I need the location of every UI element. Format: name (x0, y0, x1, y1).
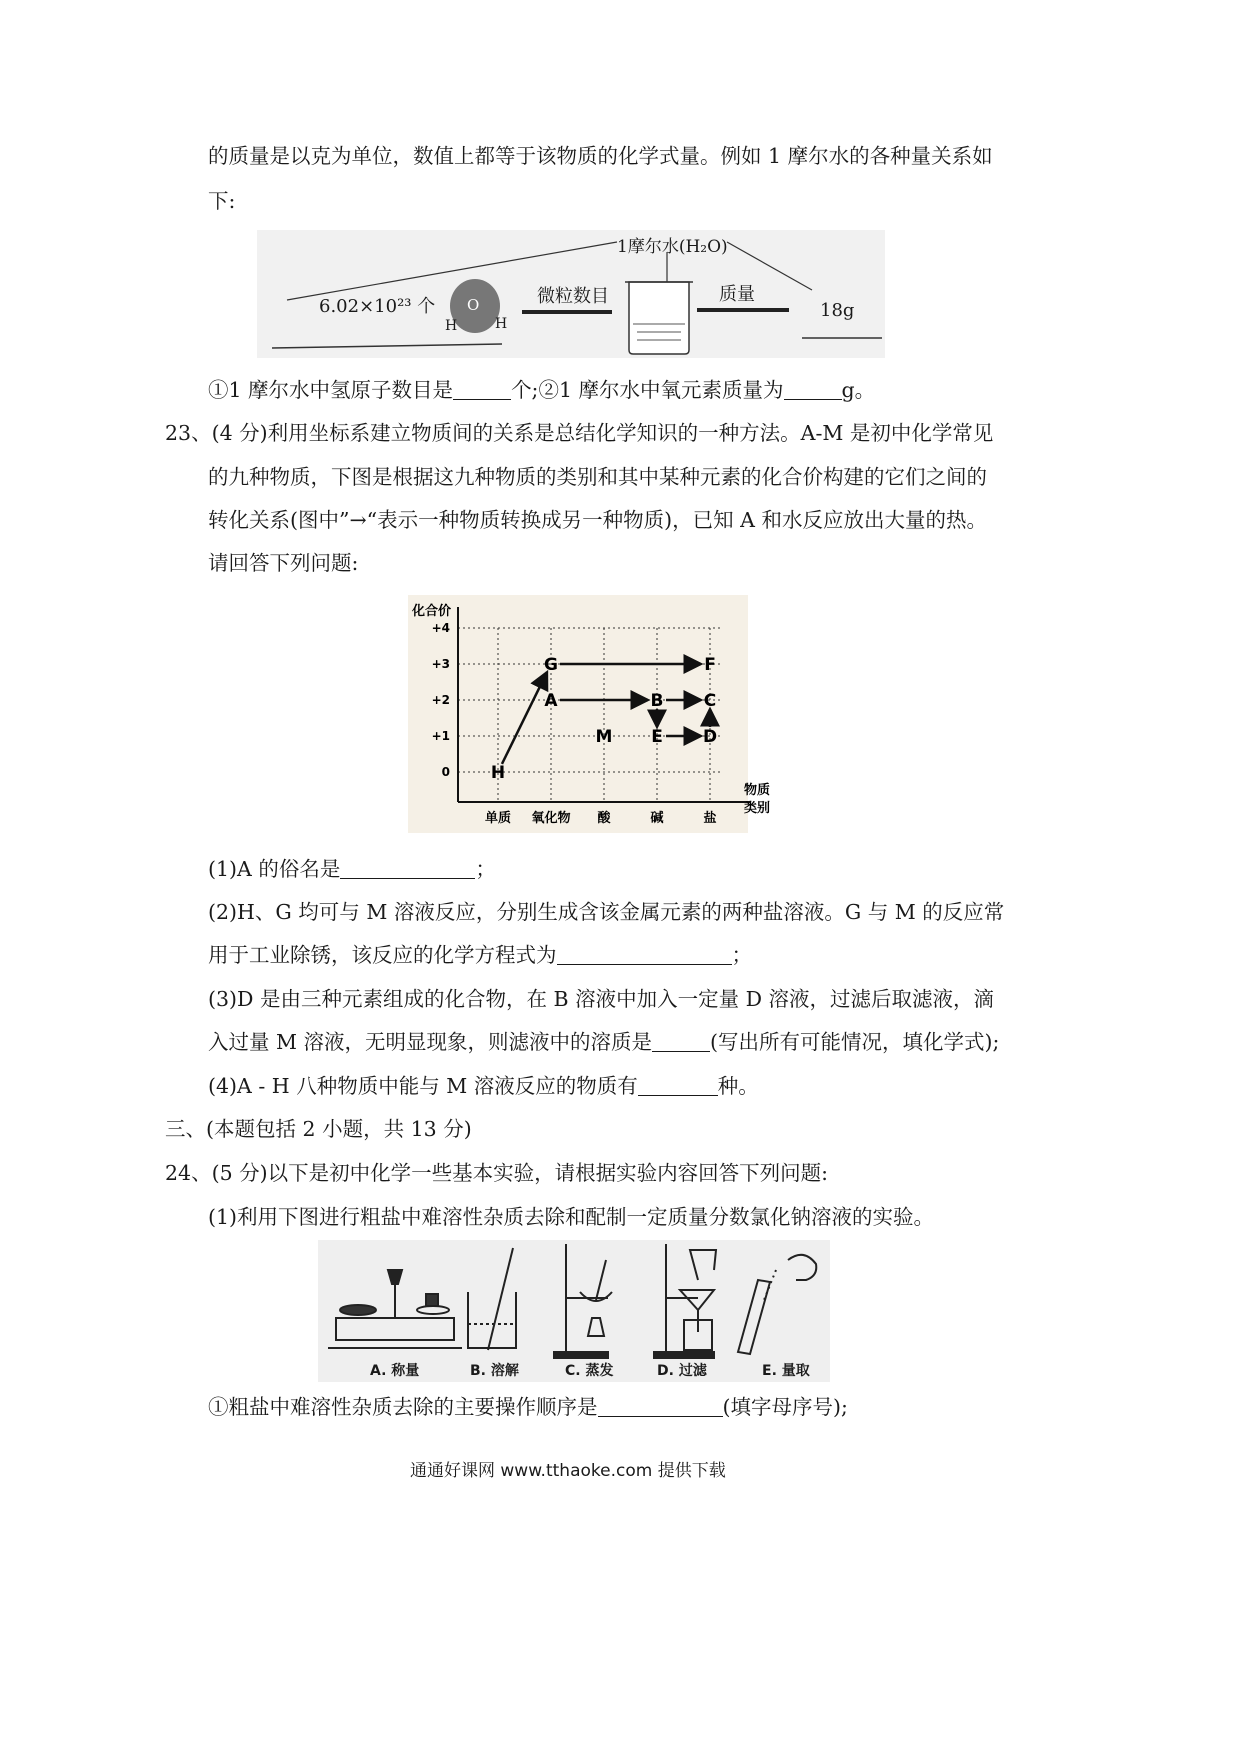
point-label-m: M (595, 727, 613, 747)
point-label-e: E (651, 727, 663, 747)
q23-q2b (208, 941, 752, 969)
answer-blank[interactable] (557, 944, 732, 965)
balance-icon (328, 1270, 462, 1348)
q22-part3: g。 (841, 378, 876, 402)
transform-arrow (502, 672, 547, 764)
q24-q1-text: ①粗盐中难溶性杂质去除的主要操作顺序是 (208, 1395, 598, 1419)
section-3-heading: 三、(本题包括 2 小题，共 13 分) (165, 1117, 472, 1141)
answer-blank[interactable] (784, 379, 842, 400)
q23-q3b-text: 入过量 M 溶液，无明显现象，则滤液中的溶质是 (208, 1030, 653, 1054)
q23-q2b-text: 用于工业除锈，该反应的化学方程式为 (208, 943, 557, 967)
point-label-b: B (650, 691, 664, 711)
beaker-icon (629, 282, 689, 354)
q22-part2: 个;②1 摩尔水中氧元素质量为 (511, 378, 784, 402)
q23-q2b-end: ； (731, 943, 752, 967)
q24-q1 (208, 1393, 848, 1421)
answer-blank[interactable] (652, 1031, 710, 1052)
q23-q3a: (3)D 是由三种元素组成的化合物，在 B 溶液中加入一定量 D 溶液，过滤后取滤液，滴 (208, 987, 995, 1011)
q23-q4-text: (4)A - H 八种物质中能与 M 溶液反应的物质有 (208, 1074, 638, 1098)
q22-part1: ①1 摩尔水中氢原子数目是 (208, 378, 454, 402)
point-label-a: A (544, 691, 558, 711)
mole-water-figure (257, 230, 885, 358)
particle-number-label: 微粒数目 (537, 286, 609, 307)
y-tick-label: +1 (431, 729, 450, 743)
q24-q1-end: (填字母序号); (722, 1395, 848, 1419)
atom-h-right: H (495, 316, 508, 332)
x-tick-label: 酸 (597, 811, 611, 826)
measuring-cylinder-icon (738, 1255, 816, 1354)
mass-label: 质量 (719, 284, 755, 305)
answer-blank[interactable] (340, 858, 475, 879)
q23-q2a: (2)H、G 均可与 M 溶液反应，分别生成含该金属元素的两种盐溶液。G 与 M 的反应常 (208, 900, 1005, 924)
atom-o-label: O (467, 296, 480, 314)
particle-count: 6.02×10²³ 个 (319, 296, 436, 317)
q23-q1-end: ； (475, 857, 496, 881)
mole-title: 1摩尔水(H₂O) (617, 237, 728, 257)
q23-q3b (208, 1028, 999, 1056)
q23-q4 (208, 1072, 759, 1100)
x-axis-label: 类别 (744, 801, 771, 816)
q23-line-2: 的九种物质，下图是根据这九种物质的类别和其中某种元素的化合价构建的它们之间的 (208, 465, 987, 489)
q23-q1-text: (1)A 的俗名是 (208, 857, 341, 881)
valence-chart-svg (408, 595, 771, 833)
evaporation-icon (554, 1244, 612, 1358)
caption-d: D. 过滤 (657, 1363, 707, 1379)
filtration-icon (654, 1244, 716, 1358)
q23-q1 (208, 855, 496, 883)
q23-line-4: 请回答下列问题: (208, 551, 359, 575)
answer-blank[interactable] (598, 1396, 723, 1417)
y-axis-label: 化合价 (412, 604, 452, 619)
y-tick-label: +4 (431, 621, 450, 635)
caption-e: E. 量取 (762, 1363, 810, 1379)
answer-blank[interactable] (638, 1075, 718, 1096)
q22-subquestion (208, 376, 875, 404)
point-label-h: H (490, 763, 506, 783)
point-label-d: D (702, 727, 718, 747)
x-tick-label: 单质 (484, 811, 512, 826)
q23-q4-end: 种。 (717, 1074, 759, 1098)
x-tick-label: 碱 (650, 811, 664, 826)
q24-line-2: (1)利用下图进行粗盐中难溶性杂质去除和配制一定质量分数氯化钠溶液的实验。 (208, 1205, 935, 1229)
q23-q3b-end: (写出所有可能情况，填化学式); (710, 1030, 1000, 1054)
x-tick-label: 盐 (703, 811, 717, 826)
mass-value: 18g (820, 300, 855, 321)
intro-line-1: 的质量是以克为单位，数值上都等于该物质的化学式量。例如 1 摩尔水的各种量关系如 (208, 144, 993, 168)
x-tick-label: 氧化物 (531, 811, 571, 826)
q24-line-1: 24、(5 分)以下是初中化学一些基本实验，请根据实验内容回答下列问题: (165, 1161, 829, 1185)
caption-c: C. 蒸发 (565, 1363, 614, 1379)
point-label-c: C (703, 691, 717, 711)
caption-a: A. 称量 (370, 1363, 420, 1379)
q23-line-3: 转化关系(图中”→“表示一种物质转换成另一种物质)，已知 A 和水反应放出大量的热。 (208, 508, 987, 532)
q23-line-1: 23、(4 分)利用坐标系建立物质间的关系是总结化学知识的一种方法。A-M 是初中化学常见 (165, 421, 994, 445)
answer-blank[interactable] (453, 379, 511, 400)
dissolve-beaker-icon (468, 1248, 516, 1350)
intro-line-2: 下: (208, 189, 236, 213)
page-footer: 通通好课网 www.tthaoke.com 提供下载 (410, 1461, 726, 1481)
x-axis-label: 物质 (744, 783, 771, 798)
y-tick-label: +2 (431, 693, 450, 707)
y-tick-label: 0 (441, 765, 450, 779)
point-label-f: F (704, 655, 716, 675)
caption-b: B. 溶解 (470, 1363, 519, 1379)
valence-chart (408, 595, 771, 833)
atom-h-left: H (445, 318, 458, 334)
point-label-g: G (544, 655, 558, 675)
y-tick-label: +3 (431, 657, 450, 671)
